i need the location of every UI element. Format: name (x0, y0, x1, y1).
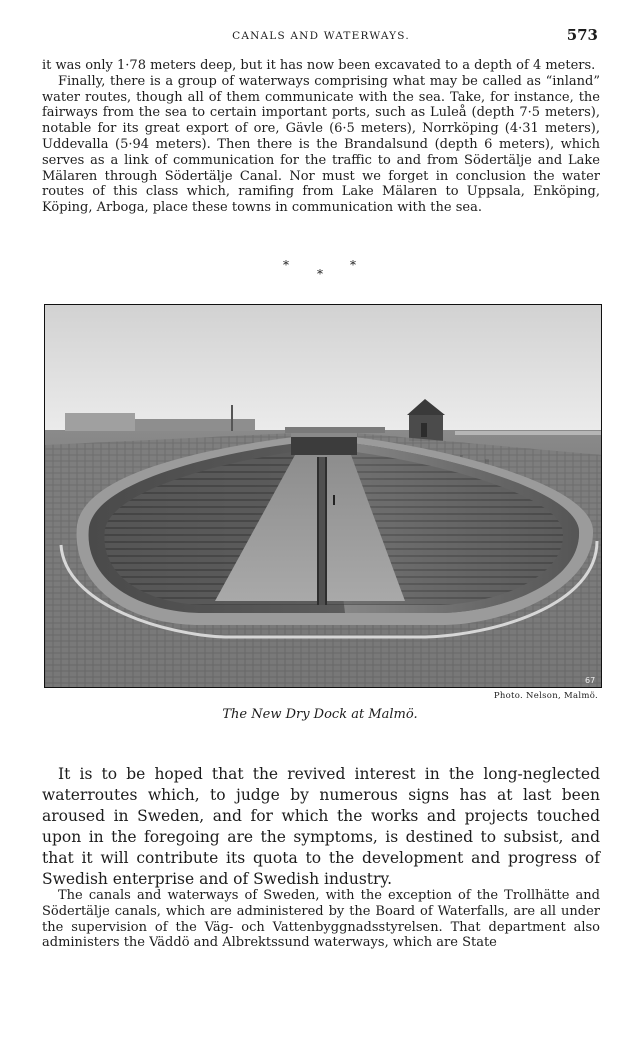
asterism-star-left: * (283, 258, 289, 272)
figure-caption: The New Dry Dock at Malmö. (222, 707, 418, 722)
asterism-divider (0, 258, 640, 280)
paragraph-inland-routes: Finally, there is a group of waterways comprising what may be called as “inland” water routes, though all of them communicate with the sea. Take, for instance, the fairways from the sea to certain important ports, such as Luleå (depth 7·5 meters), notable for its great export of ore, Gävle (6·5 meters), Norrköping (4·31 meters), Uddevalla (5·94 meters). Then there is the Brandalsund (depth 6 meters), which serves as a link of communication for the traffic to and from Södertälje and Lake Mälaren through Södertälje Canal. Nor must we forget in conclusion the water routes of this class which, ramifing from Lake Mälaren to Uppsala, Enköping, Köping, Arboga, place these towns in communication with the sea. (42, 73, 600, 216)
administration-paragraph-block (42, 888, 600, 951)
dry-dock-photograph (44, 304, 602, 688)
paragraph-depth-note: it was only 1·78 meters deep, but it has now been excavated to a depth of 4 meters. (42, 58, 596, 73)
asterism-star-bottom: * (317, 267, 323, 281)
paragraph-revived-interest: It is to be hoped that the revived interest in the long-neglected waterroutes which, to judge by numerous signs has at last been aroused in Sweden, and for which the works and projects touched upon in the foregoing are the symptoms, is destined to subsist, and that it will contribute its quota to the development and progress of Swedish enterprise and of Swedish industry. (42, 765, 600, 888)
top-text-block (42, 58, 600, 216)
asterism-star-right: * (350, 258, 356, 272)
running-head (42, 26, 600, 46)
photo-credit: Photo. Nelson, Malmö. (493, 691, 598, 701)
paragraph-administration: The canals and waterways of Sweden, with the exception of the Trollhätte and Södertälje canals, which are administered by the Board of Waterfalls, are all under the supervision of the Väg- och Vattenbyggnadsstyrelsen. That department also administers the Väddö and Albrektssund waterways, which are State (42, 888, 600, 951)
running-title: CANALS AND WATERWAYS. (232, 30, 410, 42)
dry-dock-illustration (45, 305, 602, 688)
page-number: 573 (566, 26, 598, 44)
plate-number: 67 (585, 676, 596, 685)
closing-paragraph-block (42, 764, 600, 890)
